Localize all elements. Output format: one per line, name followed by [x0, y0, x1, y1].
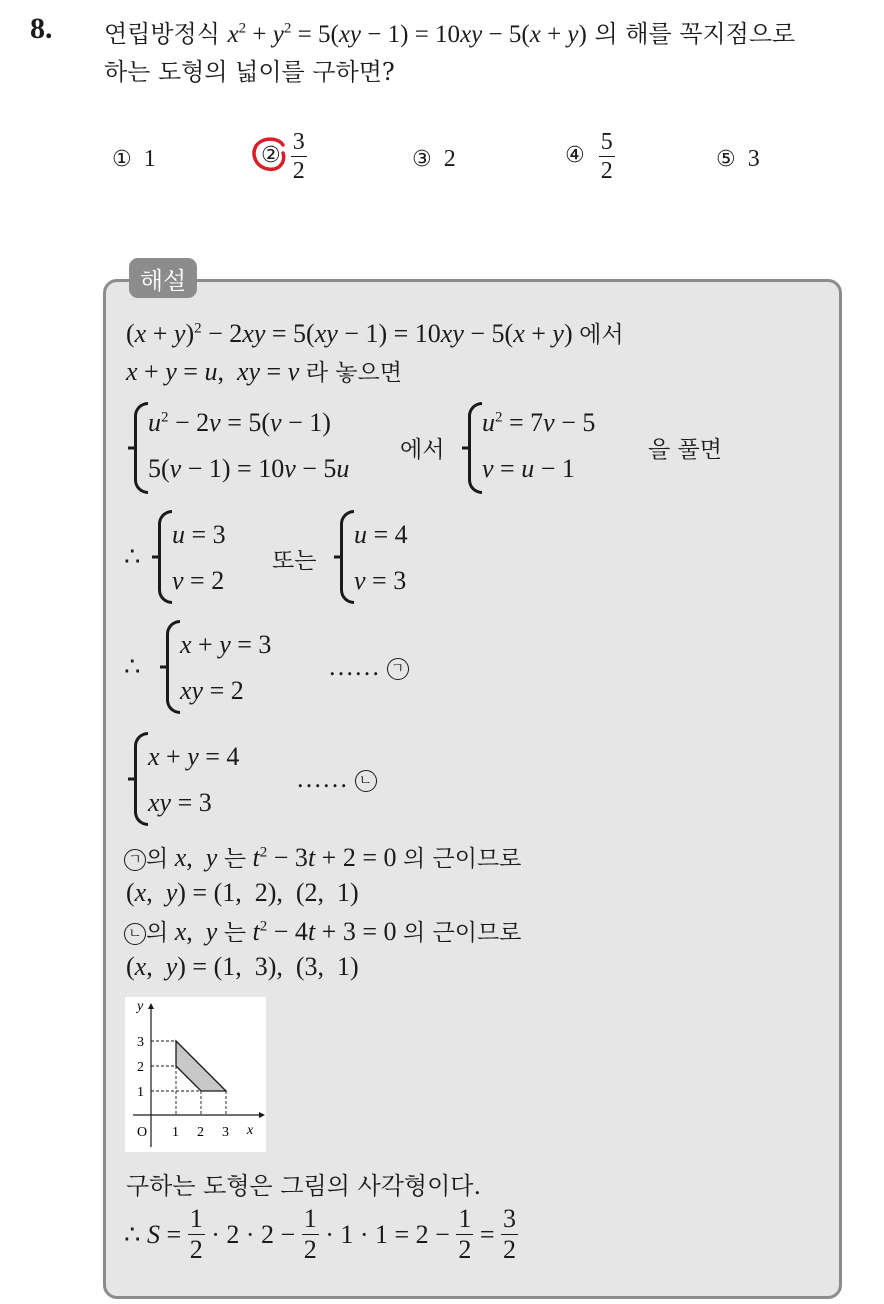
brace-1	[134, 402, 148, 494]
system2-eq1: $u^2 = 7v - 5$	[482, 408, 596, 437]
origin-label: O	[137, 1125, 148, 1140]
quadrilateral-shape	[176, 1041, 226, 1091]
quadrilateral-figure	[125, 997, 266, 1152]
dots-1: …… ㄱ	[328, 652, 409, 682]
ttoneun: 또는	[272, 548, 317, 574]
roots-line-2: ㄴ 의 x, y 는 $t^2 - 4t + 3 = 0$ 의 근이므로	[124, 914, 521, 947]
y-axis-label: y	[137, 999, 144, 1014]
choice-2-fraction: $\frac{3}{2}$	[292, 129, 305, 184]
system1-eq2: 5(v − 1) = 10v − 5u	[148, 454, 350, 483]
x-axis-label: x	[247, 1123, 254, 1138]
question-line-1	[104, 14, 795, 49]
therefore-2: ∴	[124, 652, 141, 681]
system-equation: $x^2 + y^2 = 5(xy - 1) = 10xy - 5(x + y)$	[227, 20, 587, 48]
brace-3	[158, 510, 172, 604]
solution-line-1: $(x + y)^2 - 2xy = 5(xy - 1) = 10xy - 5(x + y)$ 에서	[126, 319, 624, 348]
choice-1[interactable]: ① 1	[112, 146, 156, 172]
system1-eq1: $u^2 - 2v = 5(v - 1)$	[148, 408, 331, 437]
system6-eq1: x + y = 4	[148, 742, 240, 771]
roots-result-2: (x, y) = (1, 3), (3, 1)	[126, 952, 359, 981]
y-tick-3: 3	[137, 1035, 144, 1050]
x-tick-2: 2	[197, 1125, 204, 1140]
conclusion-text: 구하는 도형은 그림의 사각형이다.	[126, 1172, 482, 1200]
system4-eq1: u = 4	[354, 520, 408, 549]
brace-2	[468, 402, 482, 494]
question-text-a: 연립방정식	[104, 20, 220, 48]
choice-4-fraction: $\frac{5}{2}$	[600, 129, 613, 184]
solution-title-tab: 해설	[129, 258, 197, 298]
brace-5	[166, 620, 180, 714]
x-tick-1: 1	[172, 1125, 179, 1140]
choice-4[interactable]: ④ $\frac{5}{2}$	[565, 129, 613, 184]
question-text-b: 의 해를 꼭지점으로	[594, 20, 796, 48]
system5-eq2: xy = 2	[180, 676, 244, 705]
y-tick-2: 2	[137, 1060, 144, 1075]
choice-2[interactable]: ② $\frac{3}{2}$	[261, 129, 305, 184]
brace-4	[340, 510, 354, 604]
choice-3[interactable]: ③ 2	[412, 146, 456, 172]
x-axis-arrow	[259, 1112, 265, 1118]
label-giyeok: ㄱ	[387, 658, 409, 680]
system3-eq1: u = 3	[172, 520, 226, 549]
system2-eq2: v = u − 1	[482, 454, 575, 483]
solution-line-2: x + y = u, xy = v 라 놓으면	[126, 357, 402, 386]
system3-eq2: v = 2	[172, 566, 225, 595]
x-tick-3: 3	[222, 1125, 229, 1140]
brace-6	[134, 732, 148, 826]
therefore-1: ∴	[124, 542, 141, 571]
system4-eq2: v = 3	[354, 566, 407, 595]
label-nieun: ㄴ	[355, 770, 377, 792]
question-line-2: 하는 도형의 넓이를 구하면?	[104, 58, 395, 86]
question-number: 8.	[30, 12, 53, 45]
eul-pulmyeon: 을 풀면	[648, 437, 722, 463]
y-tick-1: 1	[137, 1085, 144, 1100]
dots-2: …… ㄴ	[296, 764, 377, 794]
system6-eq2: xy = 3	[148, 788, 212, 817]
y-axis-arrow	[148, 1003, 154, 1009]
area-formula: ∴ S = $\frac{1}{2}$ · 2 · 2 − $\frac{1}{2}$ · 1 · 1 = 2 − $\frac{1}{2}$ = $\frac{3}{2}$	[124, 1204, 517, 1264]
choice-5[interactable]: ⑤ 3	[716, 146, 760, 172]
roots-line-1: ㄱ 의 x, y 는 $t^2 - 3t + 2 = 0$ 의 근이므로	[124, 840, 521, 873]
system5-eq1: x + y = 3	[180, 630, 272, 659]
roots-result-1: (x, y) = (1, 2), (2, 1)	[126, 878, 359, 907]
eso-2: 에서	[400, 437, 445, 463]
